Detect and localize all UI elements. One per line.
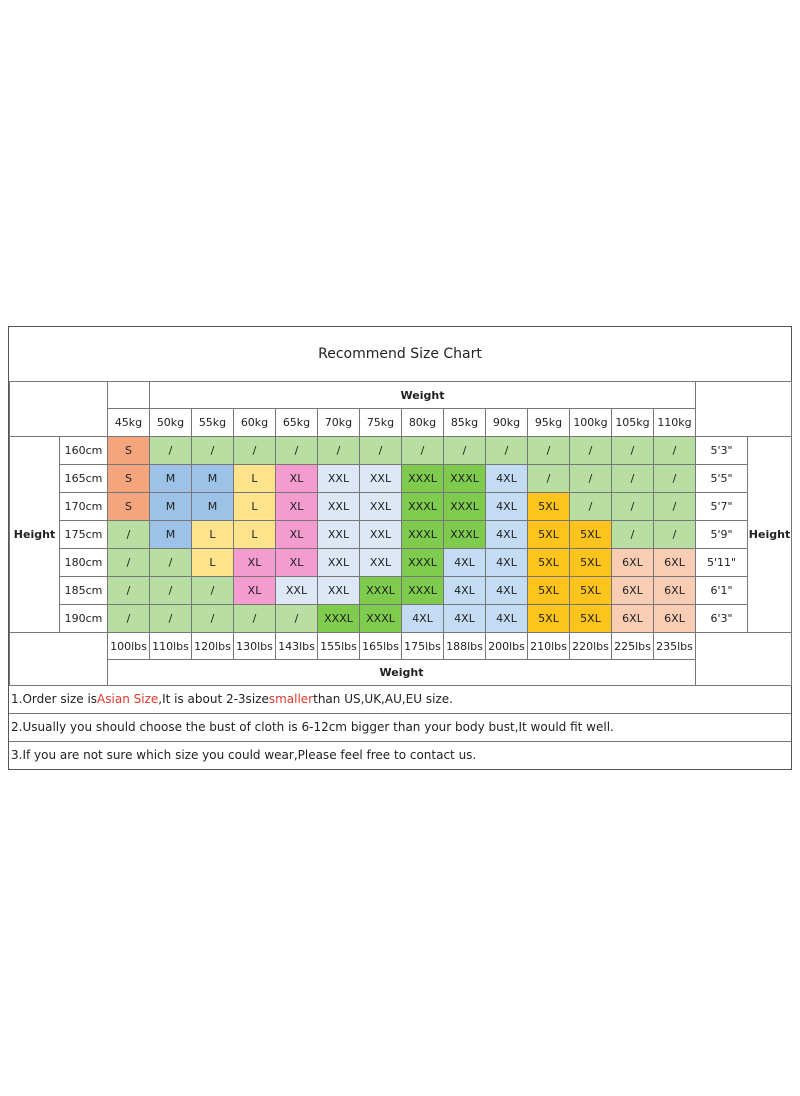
size-cell: 4XL — [485, 520, 528, 549]
size-cell: XL — [233, 576, 276, 605]
weight-kg-13: 110kg — [653, 408, 696, 437]
note-text: than US,UK,AU,EU size. — [313, 692, 453, 706]
size-cell: / — [611, 520, 654, 549]
size-cell: XXXL — [401, 520, 444, 549]
size-cell: 6XL — [653, 576, 696, 605]
weight-kg-4: 65kg — [275, 408, 318, 437]
weight-kg-1: 50kg — [149, 408, 192, 437]
weight-lbs-0: 100lbs — [107, 632, 150, 660]
size-cell: XXL — [359, 548, 402, 577]
size-cell: XXL — [359, 492, 402, 521]
size-cell: 5XL — [527, 576, 570, 605]
footer-blank-left — [9, 632, 108, 686]
size-cell: / — [149, 436, 192, 465]
size-cell: M — [191, 464, 234, 493]
size-chart — [8, 326, 792, 770]
size-cell: 4XL — [485, 604, 528, 633]
size-cell: 4XL — [485, 576, 528, 605]
size-cell: XL — [275, 464, 318, 493]
height-cm-6: 190cm — [59, 604, 108, 633]
height-ft-1: 5'5" — [695, 464, 748, 493]
size-cell: XXL — [317, 492, 360, 521]
size-cell: M — [149, 520, 192, 549]
weight-lbs-3: 130lbs — [233, 632, 276, 660]
note-text: smaller — [268, 692, 314, 706]
weight-lbs-8: 188lbs — [443, 632, 486, 660]
weight-header-top: Weight — [149, 381, 696, 409]
weight-lbs-7: 175lbs — [401, 632, 444, 660]
weight-kg-8: 85kg — [443, 408, 486, 437]
size-cell: 5XL — [527, 604, 570, 633]
size-cell: XL — [275, 492, 318, 521]
height-cm-5: 185cm — [59, 576, 108, 605]
note-text: 2.Usually you should choose the bust of cloth is 6-12cm bigger than your body bust,It would fit well. — [11, 720, 614, 734]
size-cell: / — [611, 492, 654, 521]
size-cell: XL — [275, 520, 318, 549]
size-cell: / — [191, 604, 234, 633]
note-1 — [9, 685, 791, 712]
weight-kg-0: 45kg — [107, 408, 150, 437]
size-cell: XL — [233, 548, 276, 577]
size-cell: M — [149, 492, 192, 521]
note-text: Asian Size — [97, 692, 159, 706]
size-cell: 4XL — [485, 548, 528, 577]
size-cell: / — [233, 436, 276, 465]
size-cell: / — [191, 576, 234, 605]
size-cell: / — [107, 548, 150, 577]
size-cell: XXXL — [401, 576, 444, 605]
size-cell: XXXL — [443, 492, 486, 521]
size-cell: / — [527, 464, 570, 493]
size-cell: 6XL — [611, 576, 654, 605]
weight-lbs-9: 200lbs — [485, 632, 528, 660]
weight-kg-3: 60kg — [233, 408, 276, 437]
size-cell: L — [233, 492, 276, 521]
weight-lbs-13: 235lbs — [653, 632, 696, 660]
height-cm-4: 180cm — [59, 548, 108, 577]
header-blank-left — [9, 381, 108, 437]
size-cell: M — [149, 464, 192, 493]
size-cell: XXXL — [443, 520, 486, 549]
height-ft-6: 6'3" — [695, 604, 748, 633]
height-ft-2: 5'7" — [695, 492, 748, 521]
height-ft-5: 6'1" — [695, 576, 748, 605]
size-cell: 5XL — [569, 520, 612, 549]
size-cell: XXXL — [401, 548, 444, 577]
size-cell: 4XL — [485, 492, 528, 521]
size-cell: 5XL — [569, 548, 612, 577]
size-cell: / — [611, 464, 654, 493]
size-cell: XXXL — [359, 604, 402, 633]
note-2 — [9, 713, 791, 740]
size-cell: / — [443, 436, 486, 465]
weight-kg-9: 90kg — [485, 408, 528, 437]
weight-kg-7: 80kg — [401, 408, 444, 437]
size-cell: XL — [275, 548, 318, 577]
height-ft-4: 5'11" — [695, 548, 748, 577]
size-cell: XXL — [359, 464, 402, 493]
size-cell: 5XL — [569, 604, 612, 633]
size-cell: / — [569, 492, 612, 521]
size-cell: XXL — [317, 520, 360, 549]
weight-kg-6: 75kg — [359, 408, 402, 437]
height-ft-0: 5'3" — [695, 436, 748, 465]
size-cell: / — [107, 520, 150, 549]
size-cell: 4XL — [401, 604, 444, 633]
size-cell: / — [275, 436, 318, 465]
size-cell: / — [191, 436, 234, 465]
size-cell: 6XL — [653, 548, 696, 577]
size-cell: L — [233, 464, 276, 493]
chart-title: Recommend Size Chart — [9, 327, 791, 382]
size-cell: / — [233, 604, 276, 633]
size-cell: 5XL — [569, 576, 612, 605]
weight-kg-5: 70kg — [317, 408, 360, 437]
size-cell: / — [107, 604, 150, 633]
header-blank-right — [695, 381, 792, 437]
weight-header-bottom: Weight — [107, 659, 696, 686]
size-cell: XXL — [359, 520, 402, 549]
size-cell: XXL — [317, 548, 360, 577]
weight-lbs-4: 143lbs — [275, 632, 318, 660]
height-cm-1: 165cm — [59, 464, 108, 493]
size-cell: S — [107, 464, 150, 493]
header-blank-45 — [107, 381, 150, 409]
size-cell: / — [653, 492, 696, 521]
note-3 — [9, 741, 791, 768]
size-cell: XXXL — [443, 464, 486, 493]
size-cell: XXL — [317, 464, 360, 493]
size-cell: L — [191, 548, 234, 577]
size-cell: S — [107, 492, 150, 521]
size-cell: / — [527, 436, 570, 465]
weight-lbs-1: 110lbs — [149, 632, 192, 660]
size-cell: / — [317, 436, 360, 465]
size-cell: M — [191, 492, 234, 521]
size-cell: XXXL — [317, 604, 360, 633]
note-text: 3.If you are not sure which size you could wear,Please feel free to contact us. — [11, 748, 477, 762]
size-cell: / — [569, 464, 612, 493]
weight-lbs-5: 155lbs — [317, 632, 360, 660]
weight-kg-2: 55kg — [191, 408, 234, 437]
size-cell: L — [233, 520, 276, 549]
size-cell: / — [149, 576, 192, 605]
weight-kg-10: 95kg — [527, 408, 570, 437]
size-cell: XXXL — [401, 464, 444, 493]
size-cell: / — [149, 604, 192, 633]
size-cell: 6XL — [611, 548, 654, 577]
weight-lbs-6: 165lbs — [359, 632, 402, 660]
size-cell: 5XL — [527, 492, 570, 521]
weight-kg-12: 105kg — [611, 408, 654, 437]
height-cm-3: 175cm — [59, 520, 108, 549]
size-cell: / — [611, 436, 654, 465]
size-cell: 6XL — [653, 604, 696, 633]
height-label-left: Height — [9, 436, 60, 633]
size-cell: / — [653, 464, 696, 493]
size-cell: 5XL — [527, 548, 570, 577]
weight-lbs-10: 210lbs — [527, 632, 570, 660]
size-cell: 4XL — [443, 576, 486, 605]
height-label-right: Height — [747, 436, 792, 633]
size-cell: / — [653, 520, 696, 549]
size-cell: 4XL — [443, 604, 486, 633]
note-text: ,It is about 2-3size — [158, 692, 269, 706]
size-cell: / — [275, 604, 318, 633]
weight-kg-11: 100kg — [569, 408, 612, 437]
footer-blank-right — [695, 632, 792, 686]
size-cell: XXXL — [401, 492, 444, 521]
size-cell: / — [485, 436, 528, 465]
height-ft-3: 5'9" — [695, 520, 748, 549]
size-cell: 4XL — [443, 548, 486, 577]
height-cm-0: 160cm — [59, 436, 108, 465]
size-cell: XXL — [275, 576, 318, 605]
weight-lbs-12: 225lbs — [611, 632, 654, 660]
size-cell: S — [107, 436, 150, 465]
size-cell: XXXL — [359, 576, 402, 605]
size-cell: 5XL — [527, 520, 570, 549]
note-text: 1.Order size is — [11, 692, 98, 706]
size-cell: / — [569, 436, 612, 465]
size-cell: L — [191, 520, 234, 549]
weight-lbs-2: 120lbs — [191, 632, 234, 660]
size-cell: / — [107, 576, 150, 605]
size-cell: / — [149, 548, 192, 577]
weight-lbs-11: 220lbs — [569, 632, 612, 660]
size-cell: / — [653, 436, 696, 465]
size-cell: / — [359, 436, 402, 465]
size-cell: / — [401, 436, 444, 465]
height-cm-2: 170cm — [59, 492, 108, 521]
size-cell: 6XL — [611, 604, 654, 633]
size-cell: XXL — [317, 576, 360, 605]
size-cell: 4XL — [485, 464, 528, 493]
